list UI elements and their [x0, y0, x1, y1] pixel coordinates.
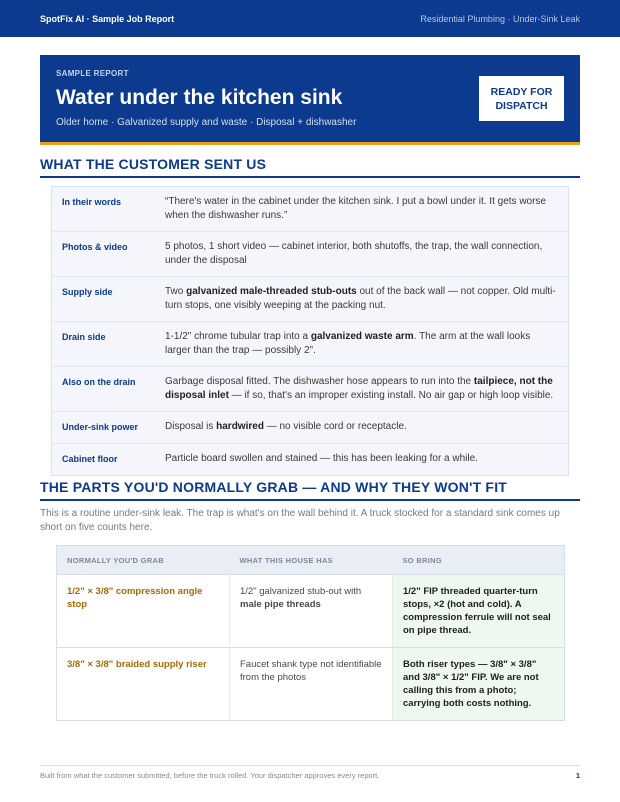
fact-label: Drain side	[62, 332, 106, 342]
bring-part-cell: 1/2" FIP threaded quarter-turn stops, ×2 (hot and cold). A compression ferrule will not seal on pipe thread.	[393, 575, 565, 648]
section-title-customer: WHAT THE CUSTOMER SENT US	[40, 156, 580, 178]
fact-row	[52, 321, 568, 366]
header-accent-rule	[40, 142, 580, 145]
body-text: — no visible cord or receptacle.	[263, 421, 407, 432]
usual-part-cell: 3/8" × 3/8" braided supply riser	[57, 648, 230, 721]
report-title: Water under the kitchen sink	[56, 86, 343, 109]
fact-label: Photos & video	[62, 242, 128, 252]
emphasis-text: galvanized waste arm	[310, 331, 414, 342]
parts-row	[57, 648, 565, 721]
column-header-grab: NORMALLY YOU'D GRAB	[57, 546, 230, 575]
section-title-parts: THE PARTS YOU'D NORMALLY GRAB — AND WHY THEY WON'T FIT	[40, 479, 580, 501]
page-footer	[40, 765, 580, 780]
body-text: — if so, that's an improper existing install. No air gap or high loop visible.	[228, 390, 554, 401]
fact-value	[165, 420, 558, 435]
fact-label: Cabinet floor	[62, 454, 118, 464]
fact-label: Under-sink power	[62, 422, 139, 432]
report-kicker: SAMPLE REPORT	[56, 69, 129, 78]
emphasis-text: galvanized male-threaded stub-outs	[186, 286, 357, 297]
customer-facts-table	[51, 186, 569, 476]
emphasis-text: tailpiece, not the disposal inlet	[165, 376, 553, 401]
top-bar	[0, 0, 620, 37]
body-text: “There's water in the cabinet under the kitchen sink. I put a bowl under it. It gets worse when the dishwasher runs.”	[165, 196, 546, 221]
parts-row	[57, 575, 565, 648]
body-text: 1/2" galvanized stub-out with	[240, 586, 362, 597]
report-subtitle: Older home · Galvanized supply and waste · Disposal + dishwasher	[56, 117, 357, 128]
emphasis-text: male pipe threads	[240, 599, 321, 610]
fact-row	[52, 366, 568, 411]
body-text: 1-1/2" chrome tubular trap into a	[165, 331, 311, 342]
fact-row	[52, 411, 568, 443]
house-condition-cell	[230, 648, 393, 721]
usual-part-cell: 1/2" × 3/8" compression angle stop	[57, 575, 230, 648]
house-condition-cell	[230, 575, 393, 648]
bring-part-cell: Both riser types — 3/8" × 3/8" and 3/8" × 1/2" FIP. We are not calling this from a photo; carrying both costs nothing.	[393, 648, 565, 721]
fact-label: Supply side	[62, 287, 113, 297]
body-text: Garbage disposal fitted. The dishwasher hose appears to run into the	[165, 376, 474, 387]
brand-label: SpotFix AI · Sample Job Report	[40, 13, 175, 24]
fact-label: Also on the drain	[62, 377, 136, 387]
fact-row	[52, 276, 568, 321]
fact-value	[165, 285, 558, 313]
body-text: Particle board swollen and stained — this has been leaking for a while.	[165, 453, 478, 464]
fact-value	[165, 240, 558, 268]
dispatch-status-badge: READY FOR DISPATCH	[479, 76, 564, 121]
fact-row	[52, 187, 568, 231]
fact-value	[165, 452, 558, 467]
body-text: Faucet shank type not identifiable from the photos	[240, 659, 382, 683]
report-header	[40, 55, 580, 142]
parts-table	[56, 545, 565, 721]
column-header-has: WHAT THIS HOUSE HAS	[230, 546, 393, 575]
fact-value	[165, 330, 558, 358]
body-text: out of the back wall — not copper. Old multi-turn stops, one visibly weeping at the packing nut.	[165, 286, 556, 311]
body-text: . The arm at the wall looks larger than the trap — possibly 2".	[165, 331, 531, 356]
column-header-bring: SO BRING	[393, 546, 565, 575]
report-context: Residential Plumbing · Under-Sink Leak	[420, 13, 580, 24]
fact-row	[52, 443, 568, 475]
footer-note: Built from what the customer submitted, before the truck rolled. Your dispatcher approves every report.	[40, 771, 380, 780]
fact-row	[52, 231, 568, 276]
parts-intro: This is a routine under-sink leak. The trap is what's on the wall behind it. A truck stocked for a standard sink comes up short on five counts here.	[40, 508, 560, 533]
parts-table-header	[57, 546, 565, 575]
fact-label: In their words	[62, 197, 122, 207]
body-text: Two	[165, 286, 187, 297]
body-text: Disposal is	[165, 421, 217, 432]
fact-value	[165, 375, 558, 403]
body-text: 5 photos, 1 short video — cabinet interior, both shutoffs, the trap, the wall connection, under the disposal	[165, 241, 543, 266]
emphasis-text: hardwired	[216, 421, 264, 432]
page-number: 1	[575, 771, 580, 780]
fact-value	[165, 195, 558, 223]
